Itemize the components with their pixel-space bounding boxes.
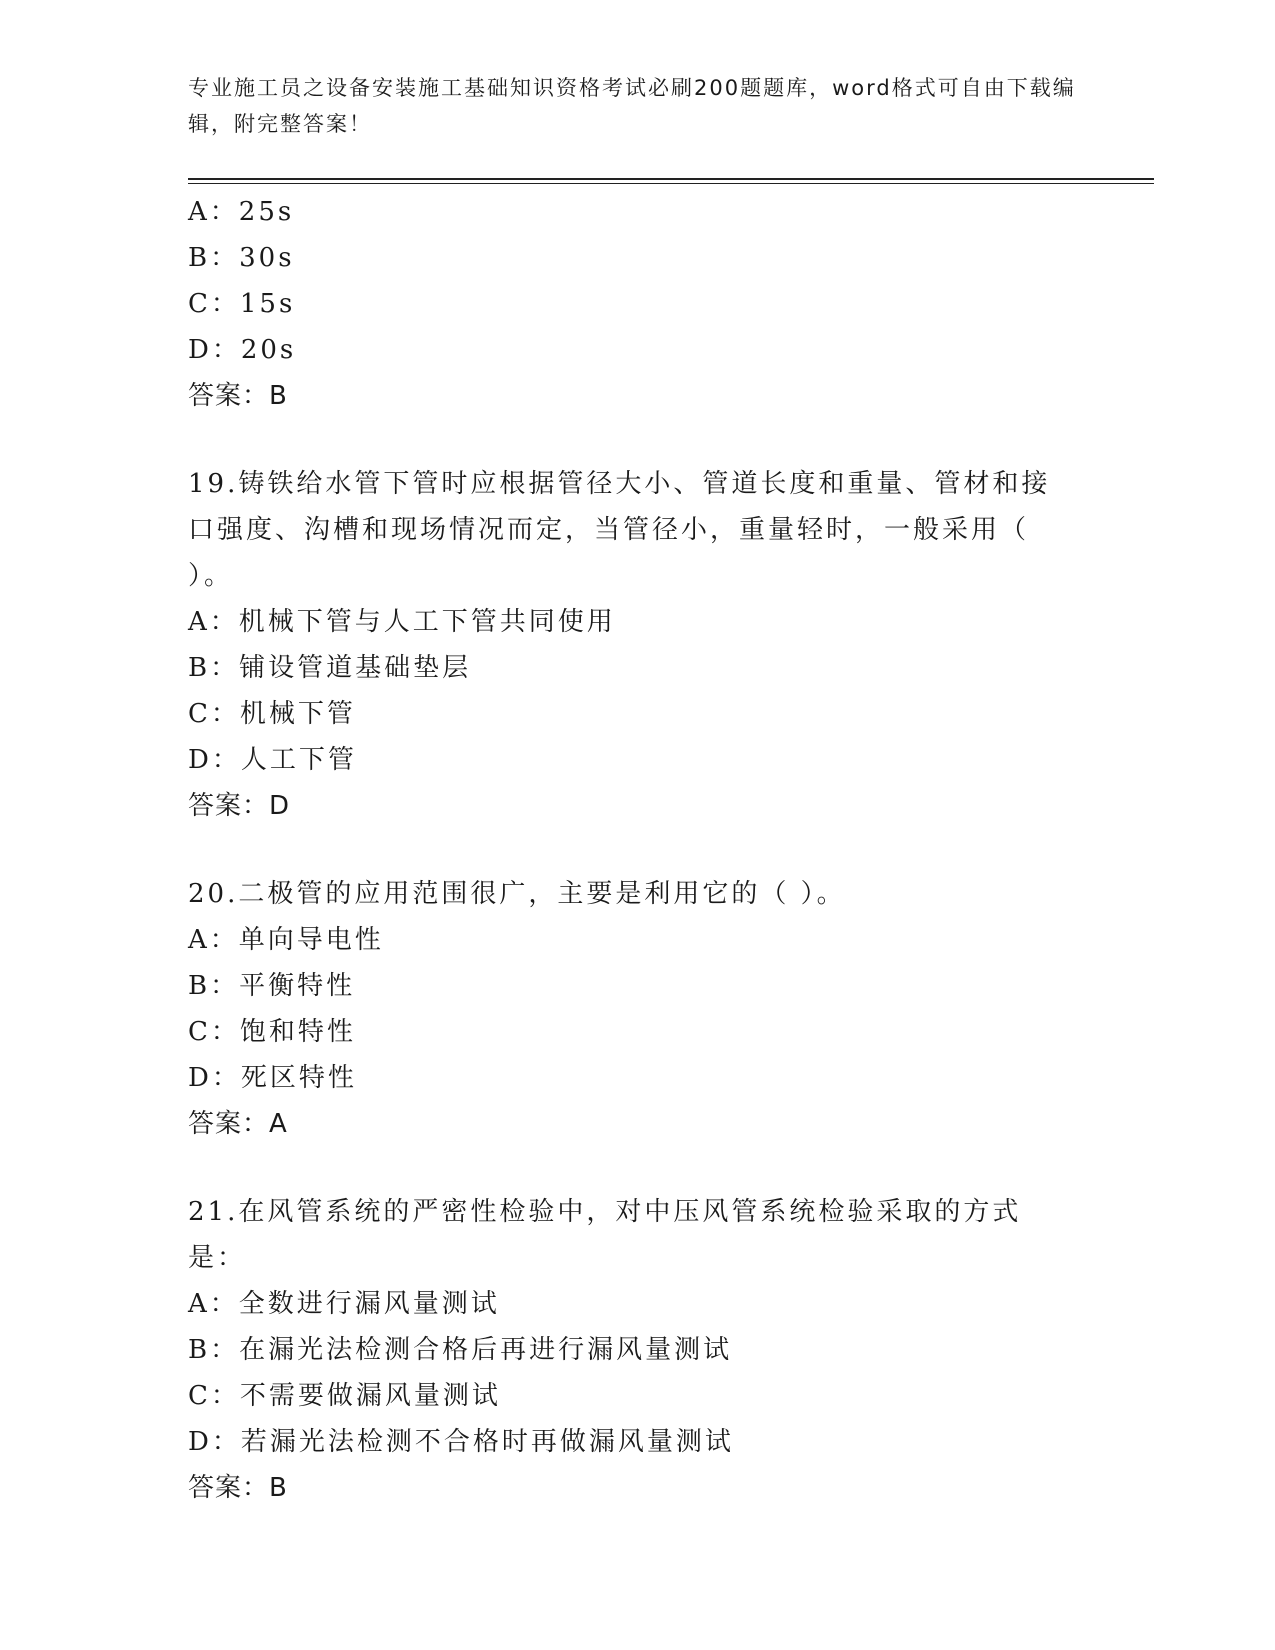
- question-20: [188, 871, 1088, 1147]
- document-header: 专业施工员之设备安装施工基础知识资格考试必刷200题题库，word格式可自由下载编辑，附完整答案！: [188, 76, 1076, 136]
- question-21: [188, 1189, 1088, 1511]
- option-c: C：机械下管: [188, 699, 356, 729]
- answer: 答案：A: [188, 1109, 288, 1139]
- answer: 答案：B: [188, 381, 288, 411]
- option-d: D：死区特性: [188, 1063, 357, 1093]
- answer: 答案：B: [188, 1473, 288, 1503]
- option-b: B：30s: [188, 243, 295, 273]
- option-c: C：饱和特性: [188, 1017, 356, 1047]
- answer: 答案：D: [188, 791, 291, 821]
- question-18: [188, 189, 1088, 419]
- question-text: 19.铸铁给水管下管时应根据管径大小、管道长度和重量、管材和接口强度、沟槽和现场情况而定，当管径小，重量轻时，一般采用（ ）。: [188, 469, 1051, 591]
- question-list: [188, 189, 1088, 1511]
- question-text: 21.在风管系统的严密性检验中，对中压风管系统检验采取的方式是：: [188, 1197, 1022, 1273]
- option-a: A：25s: [188, 197, 295, 227]
- option-a: A：全数进行漏风量测试: [188, 1289, 500, 1319]
- header-divider: [188, 178, 1154, 184]
- option-d: D：人工下管: [188, 745, 357, 775]
- question-19: [188, 461, 1088, 829]
- option-a: A：单向导电性: [188, 925, 384, 955]
- option-c: C：不需要做漏风量测试: [188, 1381, 501, 1411]
- option-d: D：20s: [188, 335, 297, 365]
- question-text: 20.二极管的应用范围很广，主要是利用它的（ ）。: [188, 879, 846, 909]
- option-b: B：平衡特性: [188, 971, 356, 1001]
- option-b: B：铺设管道基础垫层: [188, 653, 472, 683]
- option-d: D：若漏光法检测不合格时再做漏风量测试: [188, 1427, 734, 1457]
- option-b: B：在漏光法检测合格后再进行漏风量测试: [188, 1335, 733, 1365]
- option-a: A：机械下管与人工下管共同使用: [188, 607, 616, 637]
- option-c: C：15s: [188, 289, 296, 319]
